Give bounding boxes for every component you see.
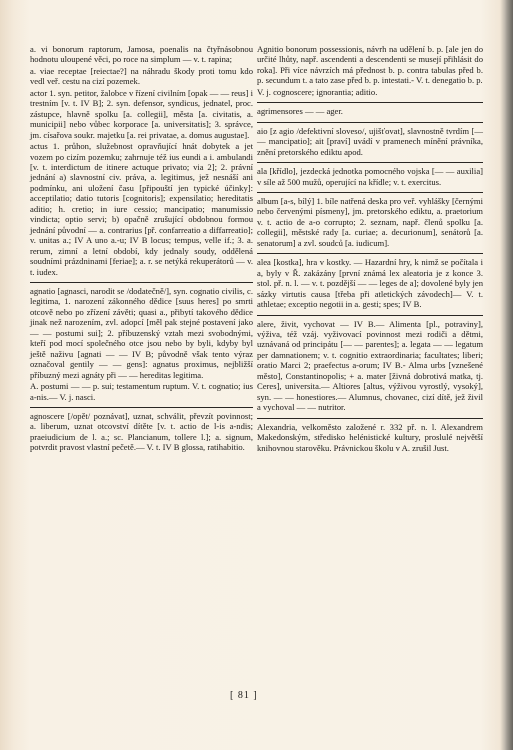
left-column (30, 44, 253, 454)
dictionary-entry (30, 44, 253, 65)
dictionary-entry (257, 87, 483, 97)
page-number: [ 81 ] (230, 690, 258, 701)
entry-text: alea [kostka], hra v kostky. — Hazardní hry, k nimž se počítala i a, byly v Ř. zakázány [první známá lex aleatoria je z konce 3. stol. př. n. l. — v. t. pozdější — — leges de a]; dovolené byly jen sázky virtutis causa [třeba při atletických závodech]— V. t. athletae; exceptio negotii in a. gesti; spes; IV B. (257, 257, 483, 310)
entry-text: alere, živit, vychovat — IV B.— Alimenta [pl., potraviny], výživa, též vzáj. vyživovací povinnost mezi rodiči a dětmi, uznávaná od principátu [— — parentes]; a. legata — — legatum per damnationem; v. t. cognitio extraordinaria; facultates; liberi; oratio Marci 2; praefectus a-orum; IV B.- Alma urbs [vznešené město], Constantinopolis; + a. mater [živná dobrotivá matka, tj. Ceres], universita.— Altiores [altus, výživou vyrostlý, vysoký], syn. — — honestiores.— Alumnus, chovanec, cizí dítě, jež živil a vychoval — — nutritor. (257, 318, 483, 413)
dictionary-entry (257, 315, 483, 413)
entry-text: a. viae receptae [reiectae?] na náhradu škody proti tomu kdo vedl veř. cestu na cizí pozemek. (30, 65, 253, 87)
dictionary-entry (257, 44, 483, 86)
entry-text: A. postumi — — p. sui; testamentum ruptum. V. t. cognatio; ius a-nis.— V. j. nasci. (30, 381, 253, 402)
right-column (257, 44, 483, 454)
dictionary-entry (30, 66, 253, 87)
entry-text: ala [křídlo], jezdecká jednotka pomocného vojska [— — auxilia] v síle až 500 mužů, operující na křídle; v. t. exercitus. (257, 166, 483, 187)
dictionary-entry (257, 192, 483, 248)
entry-text: V. j. cognoscere; ignorantia; aditio. (257, 86, 378, 97)
dictionary-entry (30, 407, 253, 453)
entry-text: agnoscere [/opět/ poznávat], uznat, schválit, převzít povinnost; a. liberum, uznat otcovství dítěte [v. t. actio de l-is a-ndis; praeiudicium de l. a.; sc. Plancianum, tollere l.]; a. signum, potvrdit pravost vlastní pečetě.— V. t. IV B glossa, ratihabitio. (30, 410, 253, 453)
entry-text: Alexandria, velkoměsto založené r. 332 př. n. l. Alexandrem Makedonským, středisko helénistické kultury, proslulé největší knihovnou starověku. Právnickou školu v A. zrušil Just. (257, 421, 483, 453)
dictionary-entry (30, 141, 253, 277)
entry-text: actus 1. průhon, služebnost opravňující hnát dobytek a jet vozem po cizím pozemku; zahrnuje též ius eundi a i. ambulandi [v. t. interdictum de itinere actuque privato; via 2]; 2. právní jednání a) slavnostní civ. práva, a. legitimus, jež nesnáší ani podmínku, ani uložení času [připouští jen typické účinky]: acceptilatio; datio tutoris [cognitoris]; expensilatio; hereditatis aditio; h. cretio; in iure cessio; mancipatio; manumissio vindicta; optio servi; b) opačně zrušující obdobnou formou jednání původní — a. contrarius [př. confarreatio a diffarreatio]; v. unitas a.; IV A uno a.-u; IV B locus; tempus, velle if.; 3. a. rerum, zimní a letní období, kdy jednaly soudy, oddělená soudními prázdninami [feriae]; a. r. se netýká rekuperátorů — v. t. iudex. (30, 141, 253, 277)
dictionary-entry (30, 88, 253, 140)
dictionary-entry (257, 162, 483, 187)
entry-text: Agnitio bonorum possessionis, návrh na udělení b. p. [ale jen do určité lhůty, např. ascendenti a descendenti se musejí přihlásit do roka]. Při více návrzích má přednost b. p. contra tabulas před b. p. secundum t. a tato zase před b. p. intestati.- V. t. denegatio b. p. (257, 44, 483, 86)
dictionary-entry (257, 253, 483, 309)
dictionary-entry (30, 381, 253, 402)
dictionary-entry (257, 418, 483, 453)
entry-text: a. vi bonorum raptorum, Jamosa, poenalis na čtyřnásobnou hodnotu uloupené věci, po roce na simplum — v. t. rapina; (30, 44, 253, 65)
dictionary-entry (257, 122, 483, 157)
entry-text: actor 1. syn. petitor, žalobce v řízení civilním [opak — — reus] i trestním [v. t. IV B]; 2. syn. defensor, syndicus, jednatel, proc. zástupce, hlavně spolku [a. collegii], města [a. civitatis, a. municipii] nebo vůbec korporace [a. universitatis]; 3. správce, jm. císařova soukr. majetku [a. rei privatae, a. domus augustae]. (30, 87, 253, 140)
dictionary-entry (30, 282, 253, 380)
entry-text: aio [z agio /defektivní sloveso/, ujišťovat], slavnostně tvrdím [— — mancipatio]; ait [praví] uvádí v pramenech mínění právníka, znění pretorského ediktu apod. (257, 125, 483, 157)
entry-text: agrimensores — — ager. (257, 106, 343, 117)
entry-text: album [a-s, bílý] 1. bíle natřená deska pro veř. vyhlášky [černými nebo červenými písmeny], jm. pretorského ediktu, a. praetorium v. t. actio de a-o corrupto; 2. seznam, např. členů spolku [a. collegii], městské rady [a. curiae; a. decurionum], senátorů [a. senatorum] a zvl. soudců [a. iudicum]. (257, 195, 483, 248)
page-gutter-shadow (505, 0, 513, 750)
entry-text: agnatio [agnasci, narodit se /dodatečně/], syn. cognatio civilis, c. legitima, 1. narození zákonného dědice [suus heres] po smrti otcově nebo po zřízení závěti; quasi a., přibytí takového dědice jinak než narozením, zvl. adopcí [měl pak stejné postavení jako — — postumi sui]; 2. příbuzenský vztah mezi svobodnými, kteří pod mocí společného otce jsou nebo by byli, kdyby byl ještě naživu [agnati — — IV B; původně však tento výraz označoval gentily — — gens]: agnatus proximus, nejbližší příbuzný mezi agnáty při — — hereditas legitima. (30, 285, 253, 380)
dictionary-entry (257, 102, 483, 116)
